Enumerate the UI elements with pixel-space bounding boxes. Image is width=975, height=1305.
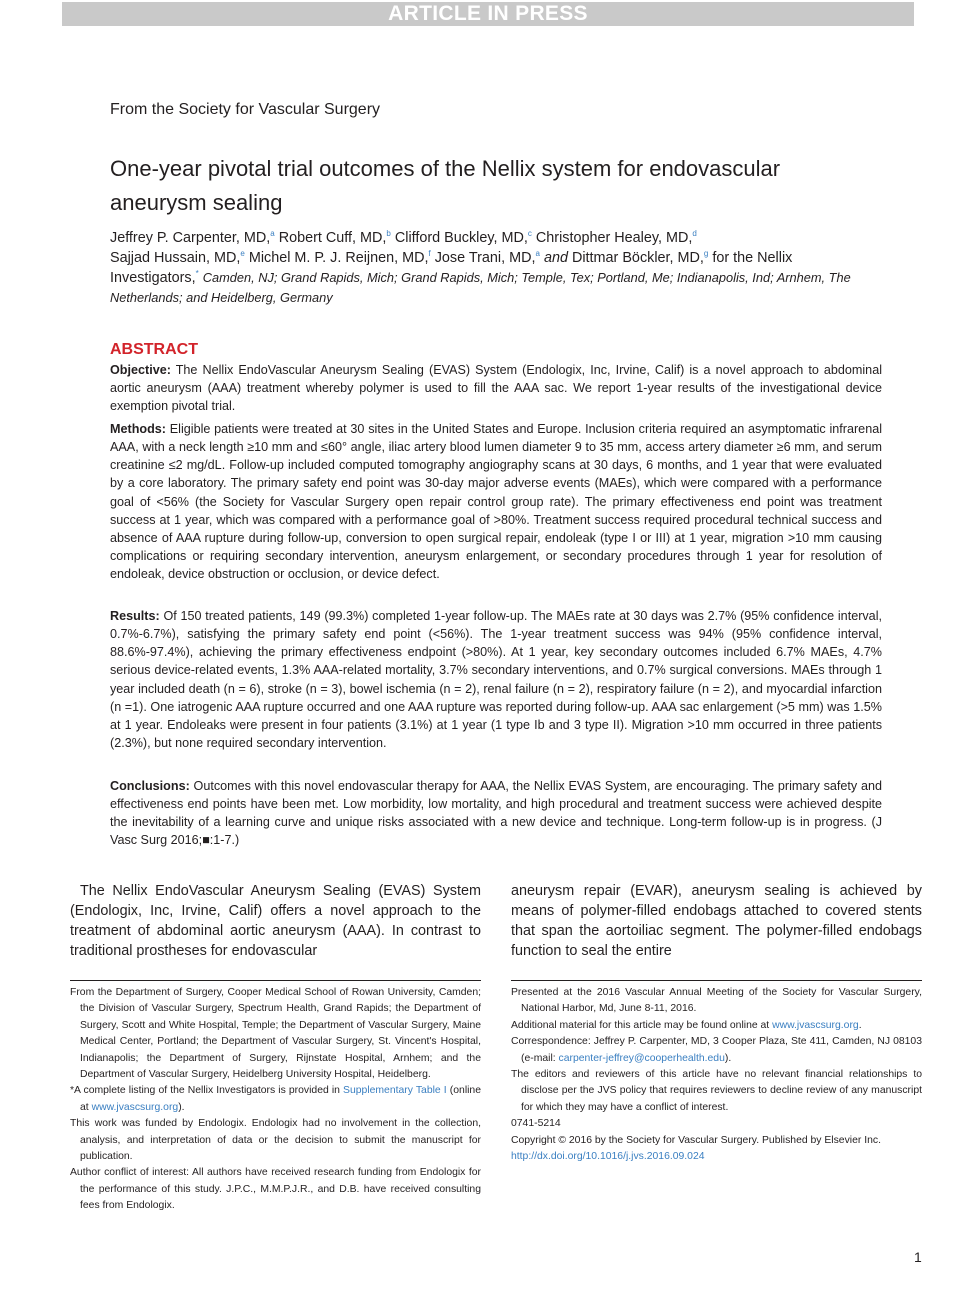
- copyright: Copyright © 2016 by the Society for Vascular Surgery. Published by Elsevier Inc.: [511, 1134, 881, 1146]
- article-in-press-banner: ARTICLE IN PRESS: [62, 2, 914, 26]
- abstract-conclusions: [110, 777, 882, 850]
- author-list: [110, 228, 882, 308]
- footnotes-left: [70, 985, 481, 1215]
- author: Jose Trani, MD,: [434, 250, 536, 266]
- email-link[interactable]: carpenter-jeffrey@cooperhealth.edu: [558, 1052, 725, 1064]
- abstract-methods: [110, 420, 882, 583]
- affiliation-mark[interactable]: g: [703, 249, 709, 258]
- footnotes-right: [511, 985, 922, 1165]
- investigators-mark[interactable]: *: [195, 269, 199, 278]
- journal-url-link[interactable]: www.jvascsurg.org: [772, 1019, 859, 1031]
- author: Michel M. P. J. Reijnen, MD,: [248, 250, 429, 266]
- results-text: Of 150 treated patients, 149 (99.3%) completed 1-year follow-up. The MAEs rate at 30 days was 2.7% (95% confidence interval, 0.7%-6.7%), satisfying the primary safety end point (<56%). The 1-year treatment success was 94% (95% confidence interval, 88.6%-97.4%), achieving the primary effectiveness endpoint (>80%). At 1 year, key secondary outcomes included 6.7% MAEs, 4.7% serious device-related events, 1.3% AAA-related mortality, 3.7% secondary interventions, and 0.7% surgical conversions. MAEs through 1 year included death (n = 6), stroke (n = 3), bowel ischemia (n = 2), renal failure (n = 2), respiratory failure (n = 2), and myocardial infarction (n =1). One iatrogenic AAA rupture occurred and one AAA rupture was reported during follow-up. AAA sac enlargement (>5 mm) was 1.5% at 1 year. Endoleaks were present in four patients (3.1%) at 1 year (1 type Ib and 3 type II). Migration >10 mm occurred in three patients (2.3%), but none required secondary intervention.: [110, 609, 882, 751]
- author: Dittmar Böckler, MD,: [571, 250, 704, 266]
- author-locations: Camden, NJ; Grand Rapids, Mich; Grand Rapids, Mich; Temple, Tex; Portland, Me; Indianapolis, Ind; Arnhem, The Netherlands; and Heidelberg, Germany: [110, 270, 851, 305]
- presented-footnote: Presented at the 2016 Vascular Annual Meeting of the Society for Vascular Surgery, National Harbor, Md, June 8-11, 2016.: [511, 987, 922, 1015]
- authors-and: and: [543, 250, 568, 266]
- affiliation-mark[interactable]: f: [428, 249, 431, 258]
- author: Christopher Healey, MD,: [535, 230, 693, 246]
- footnote-divider-right: [511, 980, 922, 981]
- affiliation-mark[interactable]: a: [535, 249, 540, 258]
- objective-label: Objective:: [110, 363, 171, 377]
- funding-footnote: This work was funded by Endologix. Endologix had no involvement in the collection, analysis, and interpretation of data or the decision to submit the manuscript for publication.: [70, 1118, 481, 1163]
- editors-footnote: The editors and reviewers of this article have no relevant financial relationships to disclose per the JVS policy that requires reviewers to decline review of any manuscript for which they may have a conflict of interest.: [511, 1069, 922, 1113]
- abstract-results: [110, 607, 882, 752]
- supplementary-table-link[interactable]: Supplementary Table I: [343, 1085, 447, 1097]
- affiliation-mark[interactable]: a: [270, 229, 275, 238]
- results-label: Results:: [110, 609, 160, 623]
- affiliation-mark[interactable]: e: [240, 249, 245, 258]
- affiliation-mark[interactable]: b: [386, 229, 391, 238]
- author: Robert Cuff, MD,: [278, 230, 387, 246]
- author: Jeffrey P. Carpenter, MD,: [110, 230, 271, 246]
- affiliation-mark[interactable]: d: [692, 229, 697, 238]
- correspondence-footnote: Correspondence: Jeffrey P. Carpenter, MD, 3 Cooper Plaza, Ste 411, Camden, NJ 08103 (e-mail: carpenter-jeffrey@cooperhealth.edu).: [511, 1036, 922, 1064]
- methods-label: Methods:: [110, 422, 166, 436]
- author: Clifford Buckley, MD,: [394, 230, 528, 246]
- investigators-footnote: *A complete listing of the Nellix Investigators is provided in Supplementary Table I (online at www.jvascsurg.org).: [70, 1085, 481, 1113]
- affiliations-footnote: From the Department of Surgery, Cooper Medical School of Rowan University, Camden; the Division of Vascular Surgery, Spectrum Health, Grand Rapids; the Department of Surgery, Scott and White Hospital, Temple; the Department of Vascular Surgery, Maine Medical Center, Portland; the Department of Vascular Surgery, St. Vincent's Hospital, Indianapolis; the Department of Surgery, Rijnstate Hospital, Arnhem; and the Department of Vascular Surgery, Heidelberg University Hospital, Heidelberg.: [70, 987, 481, 1081]
- article-title: One-year pivotal trial outcomes of the Nellix system for endovascular aneurysm sealing: [110, 156, 781, 215]
- conclusions-label: Conclusions:: [110, 779, 190, 793]
- affiliation-mark[interactable]: c: [527, 229, 532, 238]
- objective-text: The Nellix EndoVascular Aneurysm Sealing (EVAS) System (Endologix, Inc, Irvine, Calif) is a novel approach to abdominal aortic aneurysm (AAA) treatment whereby polymer is used to fill the AAA sac. We report 1-year results of the investigational device exemption pivotal trial.: [110, 363, 882, 414]
- abstract-heading: ABSTRACT: [110, 341, 198, 358]
- footnote-divider-left: [70, 980, 481, 981]
- methods-text: Eligible patients were treated at 30 sites in the United States and Europe. Inclusion criteria required an asymptomatic infrarenal AAA, with a neck length ≥10 mm and ≤60° angle, iliac artery blood lumen diameter 9 to 35 mm, access artery diameter ≥6 mm, and serum creatinine ≤2 mg/dL. Follow-up included computed tomography angiography scans at 30 days, 6 months, and 1 year that were evaluated by a core laboratory. The primary safety end point was 30-day major adverse events (MAEs), which were compared with a performance goal of <56% (the Society for Vascular Surgery open repair control group rate). The primary effectiveness end point was treatment success at 1 year, which was compared with a performance goal of >80%. Treatment success required procedural technical success and absence of AAA rupture during follow-up, conversion to open surgical repair, endoleak (type I or III) at 1 year, migration >10 mm causing complications or requiring secondary intervention, aneurysm enlargement, or secondary procedures through 1 year for resolution of endoleak, device obstruction or occlusion, or device defect.: [110, 422, 882, 582]
- issn: 0741-5214: [511, 1118, 561, 1130]
- journal-url-link[interactable]: www.jvascsurg.org: [91, 1101, 179, 1113]
- author: Sajjad Hussain, MD,: [110, 250, 241, 266]
- doi-link[interactable]: http://dx.doi.org/10.1016/j.jvs.2016.09.024: [511, 1151, 705, 1163]
- section-label: From the Society for Vascular Surgery: [110, 101, 381, 118]
- additional-material-footnote: Additional material for this article may be found online at www.jvascsurg.org.: [511, 1019, 862, 1031]
- conflict-footnote: Author conflict of interest: All authors have received research funding from Endologix for the performance of this study. J.P.C., M.M.P.J.R., and D.B. have received consulting fees from Endologix.: [70, 1167, 481, 1212]
- page-number: 1: [914, 1249, 922, 1265]
- investigators-group: for the Nellix Investigators,: [110, 250, 793, 286]
- conclusions-text: Outcomes with this novel endovascular therapy for AAA, the Nellix EVAS System, are encouraging. The primary safety and effectiveness end points have been met. Low morbidity, low mortality, and high procedural and treatment success were achieved despite the inevitability of a learning curve and unique risks associated with a new device and technique. Long-term follow-up is in progress. (J Vasc Surg 2016;■:1-7.): [110, 779, 882, 848]
- body-text-right: aneurysm repair (EVAR), aneurysm sealing is achieved by means of polymer-filled endobags attached to covered stents that span the aortoiliac segment. The polymer-filled endobags function to seal the entire: [511, 883, 922, 959]
- abstract-objective: [110, 361, 882, 415]
- body-text-left: The Nellix EndoVascular Aneurysm Sealing (EVAS) System (Endologix, Inc, Irvine, Calif) offers a novel approach to the treatment of abdominal aortic aneurysm (AAA). In contrast to traditional prostheses for endovascular: [70, 883, 481, 959]
